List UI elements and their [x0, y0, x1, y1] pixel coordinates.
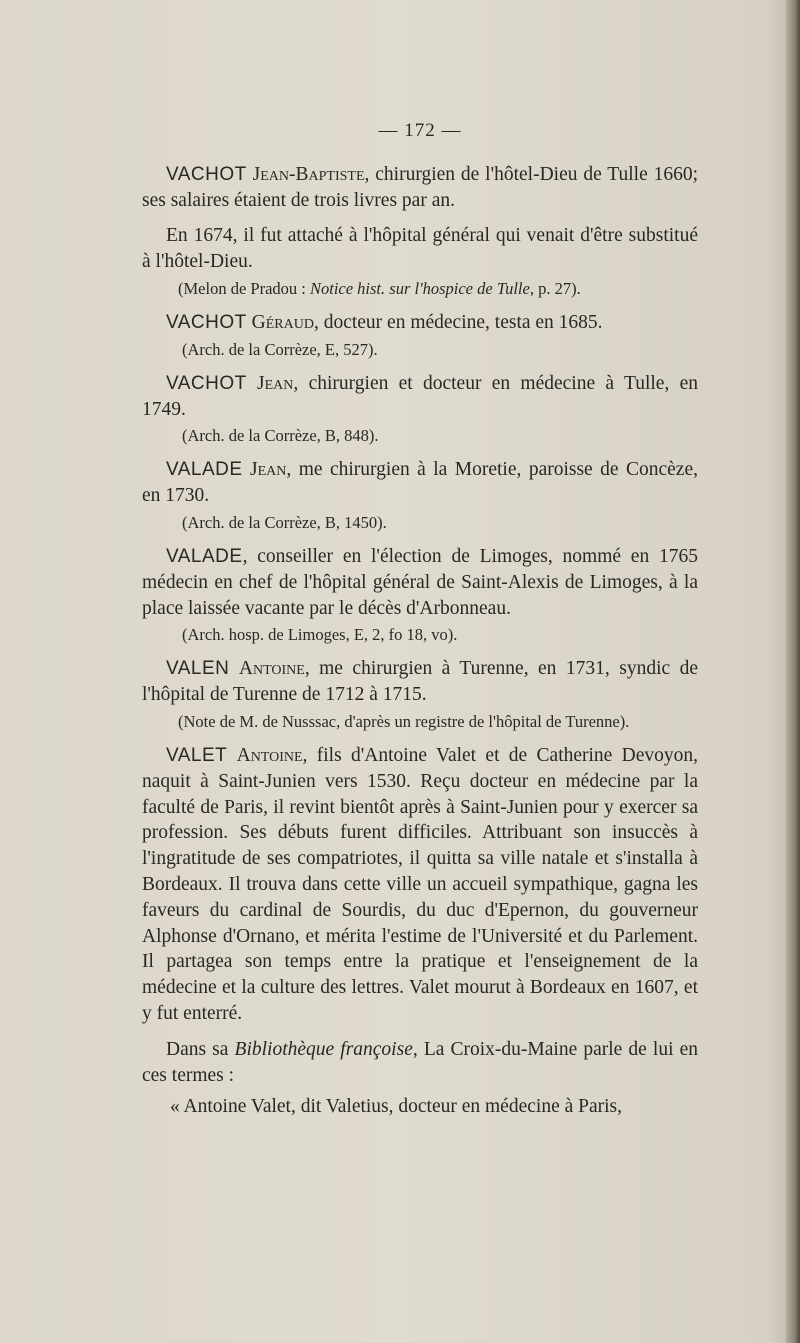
entry-vachot-jean-baptiste — [142, 162, 698, 214]
entry-text: , chirurgien et docteur en médecine à Tulle, en 1749. — [142, 372, 699, 420]
entry-surname: VACHOT — [166, 163, 247, 185]
entry-text: , conseiller en l'élection de Limoges, nommé en 1765 médecin en chef de l'hôpital général de Saint-Alexis de Limoges, à la place laissée vacante par le décès d'Arbonneau. — [142, 545, 698, 619]
entry-reference: (Melon de Pradou : Notice hist. sur l'hospice de Tulle, p. 27). — [178, 278, 581, 298]
entry-text: , chirurgien de l'hôtel-Dieu de Tulle 1660; ses salaires étaient de trois livres par an. — [142, 163, 699, 211]
entry-continuation: En 1674, il fut attaché à l'hôpital général qui venait d'être substitué à l'hôtel-Dieu. — [142, 225, 698, 273]
entry-reference: (Arch. hosp. de Limoges, E, 2, fo 18, vo). — [182, 625, 458, 645]
entry-firstname: Jean — [257, 372, 294, 394]
entry-surname: VALADE — [166, 459, 243, 481]
page-text — [142, 118, 698, 1120]
entry-firstname: Antoine — [236, 744, 303, 766]
entry-reference: (Note de M. de Nusssac, d'après un registre de l'hôpital de Turenne). — [178, 711, 630, 731]
entry-firstname: Antoine — [238, 658, 305, 680]
entry-valade — [142, 544, 698, 621]
entry-text: , me chirurgien à Turenne, en 1731, syndic de l'hôpital de Turenne de 1712 à 1715. — [142, 658, 698, 706]
entry-reference: (Arch. de la Corrèze, B, 1450). — [182, 512, 387, 532]
entry-vachot-geraud — [142, 310, 698, 336]
entry-reference: (Arch. de la Corrèze, B, 848). — [182, 426, 379, 446]
entry-valade-jean — [142, 457, 698, 509]
entry-surname: VACHOT — [166, 311, 247, 333]
entry-vachot-jean — [142, 371, 698, 423]
entry-quote: « Antoine Valet, dit Valetius, docteur en médecine à Paris, — [170, 1096, 623, 1118]
entry-surname: VACHOT — [166, 372, 247, 394]
entry-text: , docteur en médecine, testa en 1685. — [313, 311, 603, 333]
page-number: — 172 — — [378, 120, 462, 141]
entry-firstname: Géraud — [251, 311, 314, 333]
entry-text: , me chirurgien à la Moretie, paroisse de Concèze, en 1730. — [142, 459, 698, 507]
entry-valet-antoine — [142, 743, 698, 1027]
entry-valen-antoine — [142, 656, 698, 708]
entry-valet-paragraph-2: Dans sa Bibliothèque françoise, La Croix-du-Maine parle de lui en ces termes : — [142, 1038, 699, 1086]
entry-text: , fils d'Antoine Valet et de Catherine Devoyon, naquit à Saint-Junien vers 1530. Reçu docteur en médecine par la faculté de Paris, il revint bientôt après à Saint-Junien pour y exercer sa profession. Ses débuts furent difficiles. Attribuant son insuccès à l'ingratitude de ses compatriotes, il quitta sa ville natale et s'installa à Bordeaux. Il trouva dans cette ville un accueil sympathique, gagna les faveurs du cardinal de Sourdis, du duc d'Epernon, du gouverneur Alphonse d'Ornano, et mérita l'estime de l'Université et du Parlement. Il partagea son temps entre la pratique et l'enseignement de la médecine et la culture des lettres. Valet mourut à Bordeaux en 1607, et y fut enterré. — [142, 744, 699, 1024]
entry-surname: VALADE — [166, 545, 243, 567]
entry-firstname: Jean-Baptiste — [252, 163, 365, 185]
entry-surname: VALET — [166, 744, 228, 766]
entry-firstname: Jean — [250, 459, 287, 481]
entry-reference: (Arch. de la Corrèze, E, 527). — [182, 339, 378, 359]
page-edge — [786, 0, 800, 1343]
entry-surname: VALEN — [166, 658, 230, 680]
